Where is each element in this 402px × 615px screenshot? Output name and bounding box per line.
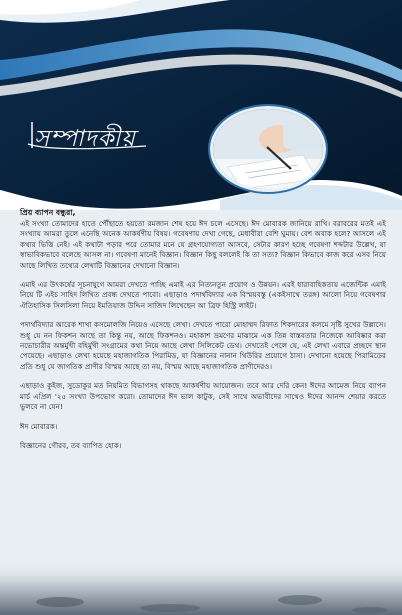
writing-hand-photo [210, 106, 326, 192]
letter-paragraph: পদার্থবিদ্যার আরেক শাখা কসমোলজি নিয়েও এসেছে লেখা। দেখতে পারো মোহাম্মদ রিফাত শিকদারের কলমে সৃষ্টি সুখের উল্লাসে। শুধু যে নন ফিকশন আছে তা কিন্তু নয়, আছে ফিকশনও। মহাকাশ ভ্রমণের মাঝামে এক তিন্ন বাস্তবতার নিজেকে আবিষ্কার করা নভোচারীর অন্তর্মুখী বহির্মুখী সংগ্রামের কথা নিয়ে আছে লেখা সিলিকেট ডেথ। দেখতেই পেলে যে, এই লেখা এবারে প্রচ্ছদে স্থান পেয়েছে। এছাড়াও লেখা হয়েছে মহাজাগতিক পিরামিড, যা বিজ্ঞানের নানান থিউরির প্রয়োগে ঠাসা। দেখানো হয়েছে পিরামিডের প্রতি শুধু যে জাগতিক প্রাণীর বিস্ময় আছে তা নয়, বিস্ময় আছে মহাজাগতিক প্রাণীদেরও। [20, 320, 386, 371]
letter-paragraph: এই সংখ্যা তোমাদের হাতে পৌঁছাতে হয়তো রমজান শেষ হয়ে ঈদ চলে এসেছে। ঈদ মোবারক জানিয়ে রাখি। বরাবরের মতই এই সংখ্যায় আমরা তুলে এনেছি অনেক আকর্ষণীয় বিষয়। গবেষণায় দেখা গেছে, মেধাবীরা বেশি ঘুমায়। বেশ অবাক হলে? আসলে এই কথার ভিত্তি নেই। এই কথাটা পড়ার পরে তোমার মনে যে গ্রহণযোগ্যতা আসবে, সেটার কারণ হচ্ছে গবেষণা শব্দটার উল্লেখ, যা স্বাভাবিকভাবে বলেছে আসল না। গবেষণা মানেই বিজ্ঞান। বিজ্ঞান কিছু বললেই কি তা সত্য? বিজ্ঞান কিভাবে কাজ করে এসব নিয়ে আছে লিখিত তথ্যের লেখাটি বিজ্ঞানের দেখানো বিজ্ঞান। [20, 219, 386, 270]
writing-hand-icon [213, 109, 323, 189]
letter-paragraph: এছাড়াও কুইজ, সুডোকুর মত নিয়মিত বিভাগসহ থাকছে আকর্ষণীয় আয়োজন। তবে আর দেরি কেন! ঈদের আমেজ নিয়ে ব্যাপন মার্চ এপ্রিল '২৫ সংখ্যা উপভোগ করো। তোমাদের ঈদ ভাল কাটুক, সেই সাথে অভাবীদের সাথেও ঈদের আনন্দ শেয়ার করতে ভুলবে না যেন! [20, 381, 386, 412]
letter-salutation: প্রিয় ব্যাপন বন্ধুরা, [20, 208, 76, 217]
editorial-letter [20, 208, 386, 460]
editorial-title-block [26, 116, 186, 156]
moon-surface-art [0, 560, 402, 615]
letter-closing: ঈদ মোবারক। [20, 421, 58, 431]
header-wave-art [0, 0, 402, 210]
letter-paragraph: এমাই এর উৎকর্ষের সূচনাযুগে আমরা দেখতে পাচ্ছি এমাই এর নিত্যনতুন প্রয়োগ ও উন্নয়ন। এরই ধারাবাহিকতায় এজেন্টিক এমাই নিয়ে টি এইচ সাহিদ লিখিত প্রবন্ধ দেখতে পাবো। এছাড়াও পদার্থবিদ্যার এক বিস্ময়বস্তু (একইসাথে তরঙ্গ) আলো নিয়ে গবেষণার ঐতিহাসিক সিলসিলা নিয়ে ইমতিয়াজ উদ্দিন সাজিদ লিখেছেন আ ব্রিফ হিস্ট্রি লাইট। [20, 280, 386, 310]
letter-signoff: বিজ্ঞানের গৌরব, তব ব্যাপিত হোক। [20, 440, 122, 450]
page-title: সম্পাদকীয় [34, 126, 136, 152]
